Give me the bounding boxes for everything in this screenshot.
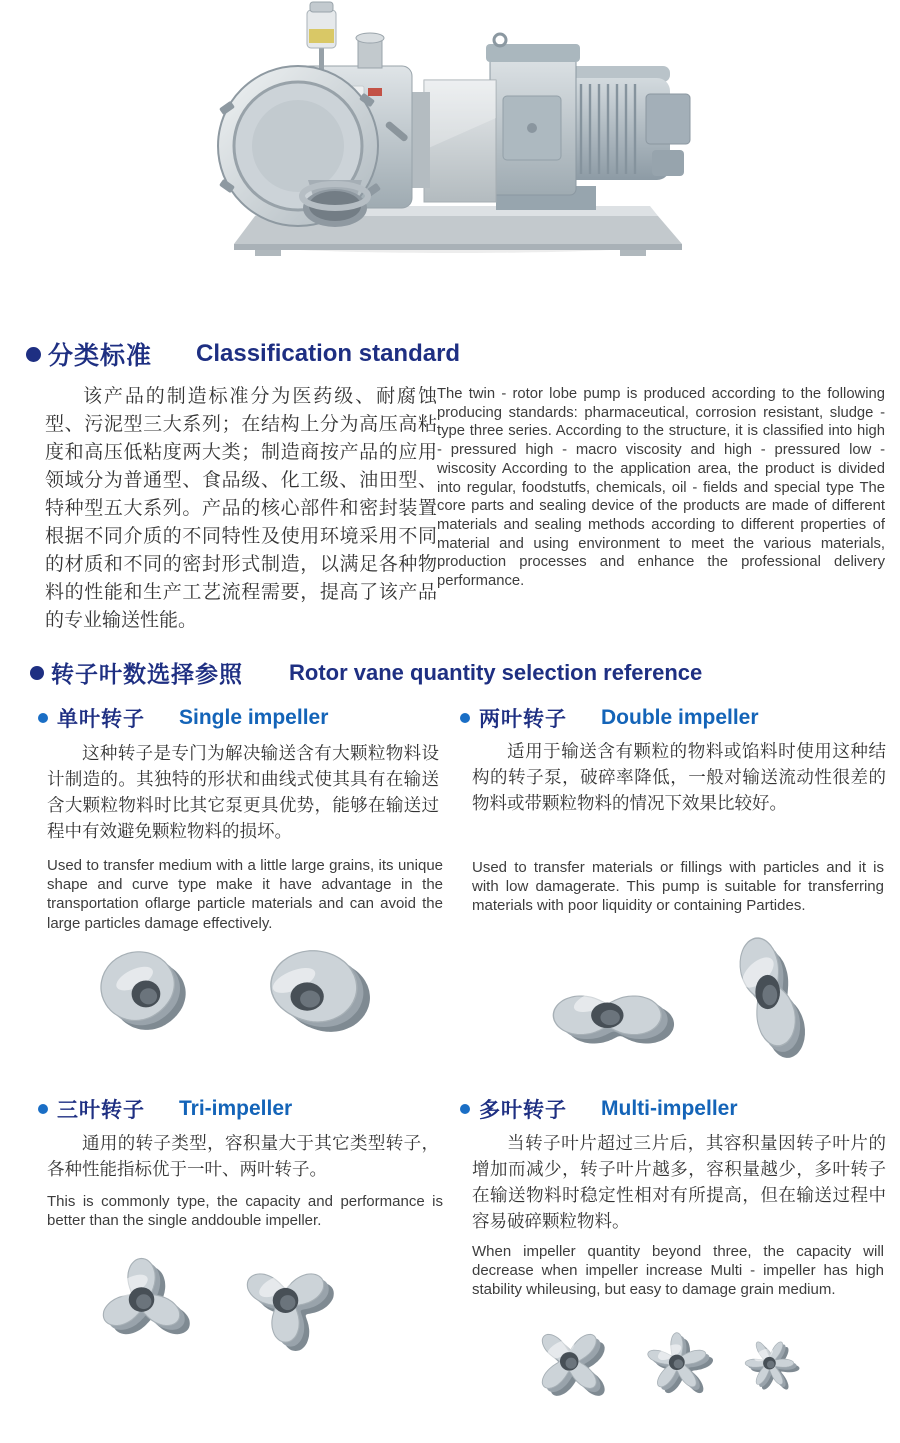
bullet-icon [460, 713, 470, 723]
double-impeller-rotor-image-2 [718, 926, 826, 1076]
multi-impeller-header [460, 1094, 738, 1124]
tri-impeller-rotor-image-1 [90, 1252, 202, 1360]
rotor-selection-section-header [30, 656, 702, 689]
multi-impeller-figures [526, 1320, 804, 1414]
bullet-icon [26, 347, 41, 362]
classification-section-header [26, 336, 460, 372]
multi-impeller-rotor-image-6lobe [740, 1335, 804, 1399]
tri-impeller-figures [90, 1252, 346, 1362]
tri-impeller-title-en: Tri-impeller [179, 1097, 293, 1120]
multi-impeller-rotor-image-4lobe [526, 1320, 620, 1414]
single-impeller-body-en: Used to transfer medium with a little large grains, its unique shape and curve type make it have advantage in the transportation oflarge particle materials and can avoid the large particles damage effectively. [47, 857, 443, 932]
classification-title-en: Classification standard [196, 340, 461, 367]
bullet-icon [460, 1104, 470, 1114]
single-impeller-figures [88, 942, 386, 1066]
lobe-pump-photo [200, 0, 700, 258]
classification-title-zh: 分类标准 [48, 342, 153, 370]
double-impeller-body-en: Used to transfer materials or fillings with particles and it is with low damagerate. This pump is suitable for transferring materials with poor liquidity or containing Partides. [472, 859, 884, 915]
bullet-icon [30, 666, 44, 680]
tri-impeller-body-zh: 通用的转子类型，容积量大于其它类型转子，各种性能指标优于一叶、两叶转子。 [47, 1133, 439, 1179]
tri-impeller-body-en: This is commonly type, the capacity and performance is better than the single anddouble impeller. [47, 1193, 443, 1230]
single-impeller-header [38, 703, 328, 733]
multi-impeller-body-zh: 当转子叶片超过三片后，其容积量因转子叶片的增加而减少，转子叶片越多，容积量越少，多叶转子在输送物料时稳定性相对有所提高，但在输送过程中容易破碎颗粒物料。 [472, 1133, 886, 1231]
rotor-selection-title-en: Rotor vane quantity selection reference [289, 659, 703, 685]
double-impeller-header [460, 703, 759, 733]
single-impeller-body-zh: 这种转子是专门为解决输送含有大颗粒物料设计制造的。其独特的形状和曲线式使其具有在输送含大颗粒物料时比其它泵更具优势，能够在输送过程中有效避免颗粒物料的损坏。 [47, 743, 439, 841]
single-impeller-rotor-image-2 [240, 942, 386, 1066]
double-impeller-body-zh: 适用于输送含有颗粒的物料或馅料时使用这种结构的转子泵，破碎率降低，一般对输送流动性很差的物料或带颗粒物料的情况下效果比较好。 [472, 741, 886, 813]
tri-impeller-title-zh: 三叶转子 [57, 1099, 145, 1122]
rotor-selection-title-zh: 转子叶数选择参照 [51, 661, 243, 687]
double-impeller-figures [542, 926, 826, 1078]
tri-impeller-rotor-image-2 [234, 1252, 346, 1362]
multi-impeller-body-en: When impeller quantity beyond three, the capacity will decrease when impeller increase Multi - impeller has high stability whileusing, but easy to damage grain medium. [472, 1243, 884, 1299]
double-impeller-title-zh: 两叶转子 [479, 708, 567, 731]
single-impeller-title-zh: 单叶转子 [57, 708, 145, 731]
classification-body-zh: 该产品的制造标准分为医药级、耐腐蚀型、污泥型三大系列；在结构上分为高压高粘度和高压低粘度两大类；制造商按产品的应用领域分为普通型、食品级、化工级、油田型、特种型五大系列。产品的核心部件和密封装置根据不同介质的不同特性及使用环境采用不同的材质和不同的密封形式制造，以满足各种物料的性能和生产工艺流程需要，提高了该产品的专业输送性能。 [45, 386, 437, 631]
tri-impeller-header [38, 1094, 292, 1124]
single-impeller-rotor-image-1 [88, 942, 214, 1060]
double-impeller-title-en: Double impeller [601, 706, 759, 729]
multi-impeller-rotor-image-5lobe [640, 1328, 720, 1406]
double-impeller-rotor-image-1 [542, 966, 684, 1078]
multi-impeller-title-zh: 多叶转子 [479, 1099, 567, 1122]
single-impeller-title-en: Single impeller [179, 706, 329, 729]
classification-body-en: The twin - rotor lobe pump is produced according to the following producing standards: pharmaceutical, corrosion resistant, sludge - type three series. According to the structure, it is classified into high - pressured high - macro viscosity and high - pressured low - wiscosity According to the application area, the product is divided into regular, foodstutfs, chemicals, oil - fields and special type The core parts and sealing device of the products are made of different materials and sealing methods according to different properties of material and using environment to meet the various materials, production processes and enhance the professional delivery performance. [437, 386, 885, 590]
bullet-icon [38, 713, 48, 723]
lobe-pump-illustration [200, 0, 700, 258]
bullet-icon [38, 1104, 48, 1114]
multi-impeller-title-en: Multi-impeller [601, 1097, 738, 1120]
